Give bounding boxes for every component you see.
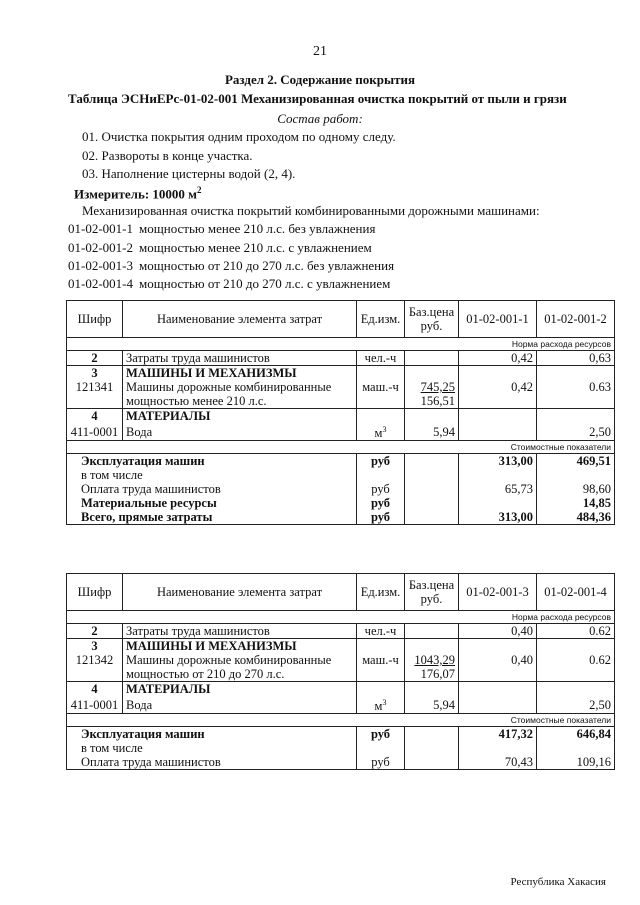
norm-note: Норма расхода ресурсов bbox=[67, 338, 615, 351]
table-row bbox=[67, 409, 615, 424]
norm-note: Норма расхода ресурсов bbox=[67, 611, 615, 624]
table-row bbox=[67, 423, 615, 441]
row-name: Затраты труда машинистов bbox=[123, 624, 357, 639]
summary-row bbox=[67, 741, 615, 755]
table-row bbox=[67, 653, 615, 682]
table-row bbox=[67, 351, 615, 366]
row-num: 4 bbox=[67, 682, 123, 697]
page-number: 21 bbox=[313, 44, 327, 59]
row-value-2: 0.62 bbox=[537, 624, 615, 639]
row-name: Машины дорожные комбинированные мощностью менее 210 л.с. bbox=[123, 380, 357, 409]
table-row bbox=[67, 380, 615, 409]
row-value-1: 0,42 bbox=[459, 351, 537, 366]
summary-value-2: 14,85 bbox=[537, 496, 615, 510]
main-description: Механизированная очистка покрытий комбинированными дорожными машинами: bbox=[82, 203, 540, 218]
section-title: Раздел 2. Содержание покрытия bbox=[224, 72, 416, 87]
summary-label: в том числе bbox=[67, 468, 357, 482]
summary-value-1: 313,00 bbox=[459, 510, 537, 525]
row-name: Вода bbox=[123, 696, 357, 714]
summary-value-1 bbox=[459, 496, 537, 510]
row-price: 5,94 bbox=[405, 423, 459, 441]
variant-text: мощностью от 210 до 270 л.с. с увлажнением bbox=[139, 276, 391, 291]
meter-label: Измеритель: 10000 $м^2$ bbox=[74, 185, 202, 202]
summary-label: Эксплуатация машин bbox=[67, 727, 357, 742]
summary-label: Всего, прямые затраты bbox=[67, 510, 357, 525]
row-num: 4 bbox=[67, 409, 123, 424]
row-price: 745,25 156,51 bbox=[405, 380, 459, 409]
variant-code: 01-02-001-3 bbox=[68, 258, 133, 273]
row-value-2: 2,50 bbox=[537, 423, 615, 441]
summary-unit: руб bbox=[357, 510, 405, 525]
summary-value-2: 646,84 bbox=[537, 727, 615, 742]
header-col2: 01-02-001-4 bbox=[537, 574, 615, 611]
summary-row bbox=[67, 727, 615, 742]
summary-value-2: 98,60 bbox=[537, 482, 615, 496]
table-row bbox=[67, 366, 615, 381]
row-unit: чел.-ч bbox=[357, 624, 405, 639]
summary-label: Оплата труда машинистов bbox=[67, 482, 357, 496]
variant-text: мощностью от 210 до 270 л.с. без увлажнения bbox=[139, 258, 395, 273]
summary-unit: руб bbox=[357, 454, 405, 469]
work-item: 03. Наполнение цистерны водой (2, 4). bbox=[82, 166, 296, 181]
footer-region: Республика Хакасия bbox=[510, 876, 606, 888]
row-value-1 bbox=[459, 423, 537, 441]
row-num: 3 bbox=[67, 639, 123, 654]
variant-text: мощностью менее 210 л.с. с увлажнением bbox=[139, 240, 372, 255]
summary-value-2: 109,16 bbox=[537, 755, 615, 770]
header-code: Шифр bbox=[67, 574, 123, 611]
row-num: 3 bbox=[67, 366, 123, 381]
resource-table-2 bbox=[66, 573, 615, 770]
summary-row bbox=[67, 496, 615, 510]
row-value-1: 0,40 bbox=[459, 624, 537, 639]
variant-code: 01-02-001-2 bbox=[68, 240, 133, 255]
row-name: МАШИНЫ И МЕХАНИЗМЫ bbox=[123, 366, 357, 381]
row-name: МАТЕРИАЛЫ bbox=[123, 409, 357, 424]
row-value-1: 0,42 bbox=[459, 380, 537, 409]
cost-note: Стоимостные показатели bbox=[67, 441, 615, 454]
composition-title: Состав работ: bbox=[277, 111, 363, 126]
summary-row bbox=[67, 482, 615, 496]
resource-table-1 bbox=[66, 300, 615, 525]
row-value-2: 0,63 bbox=[537, 351, 615, 366]
row-price bbox=[405, 624, 459, 639]
header-code: Шифр bbox=[67, 301, 123, 338]
row-code: 121342 bbox=[67, 653, 123, 682]
summary-label: Оплата труда машинистов bbox=[67, 755, 357, 770]
row-price: 1043,29 176,07 bbox=[405, 653, 459, 682]
row-value-1 bbox=[459, 696, 537, 714]
row-code: 411-0001 bbox=[67, 696, 123, 714]
summary-unit: руб bbox=[357, 727, 405, 742]
summary-label: Эксплуатация машин bbox=[67, 454, 357, 469]
summary-value-1: 417,32 bbox=[459, 727, 537, 742]
summary-label: в том числе bbox=[67, 741, 357, 755]
cost-note: Стоимостные показатели bbox=[67, 714, 615, 727]
table-row bbox=[67, 639, 615, 654]
row-name: Затраты труда машинистов bbox=[123, 351, 357, 366]
row-code: 121341 bbox=[67, 380, 123, 409]
summary-unit: руб bbox=[357, 496, 405, 510]
row-value-2: 2,50 bbox=[537, 696, 615, 714]
row-value-2: 0.63 bbox=[537, 380, 615, 409]
table-row bbox=[67, 682, 615, 697]
row-unit: $м^3$ bbox=[357, 696, 405, 714]
row-value-1: 0,40 bbox=[459, 653, 537, 682]
work-item: 02. Развороты в конце участка. bbox=[82, 148, 253, 163]
row-code: 411-0001 bbox=[67, 423, 123, 441]
summary-value-1: 70,43 bbox=[459, 755, 537, 770]
header-unit: Ед.изм. bbox=[357, 301, 405, 338]
summary-label: Материальные ресурсы bbox=[67, 496, 357, 510]
row-name: Вода bbox=[123, 423, 357, 441]
summary-row bbox=[67, 510, 615, 525]
table-header bbox=[67, 574, 615, 611]
summary-value-2: 484,36 bbox=[537, 510, 615, 525]
table-row bbox=[67, 696, 615, 714]
header-price: Баз.цена руб. bbox=[405, 574, 459, 611]
header-col2: 01-02-001-2 bbox=[537, 301, 615, 338]
row-value-2: 0.62 bbox=[537, 653, 615, 682]
summary-value-1: 313,00 bbox=[459, 454, 537, 469]
header-name: Наименование элемента затрат bbox=[123, 574, 357, 611]
work-item: 01. Очистка покрытия одним проходом по одному следу. bbox=[82, 129, 396, 144]
header-price: Баз.цена руб. bbox=[405, 301, 459, 338]
row-name: МАШИНЫ И МЕХАНИЗМЫ bbox=[123, 639, 357, 654]
header-unit: Ед.изм. bbox=[357, 574, 405, 611]
row-unit: $м^3$ bbox=[357, 423, 405, 441]
row-price bbox=[405, 351, 459, 366]
summary-row bbox=[67, 468, 615, 482]
table-title: Таблица ЭСНиЕРс-01-02-001 Механизированная очистка покрытий от пыли и грязи bbox=[68, 91, 567, 106]
summary-unit: руб bbox=[357, 482, 405, 496]
summary-row bbox=[67, 755, 615, 770]
row-num: 2 bbox=[67, 624, 123, 639]
variant-text: мощностью менее 210 л.с. без увлажнения bbox=[139, 221, 376, 236]
summary-row bbox=[67, 454, 615, 469]
row-name: МАТЕРИАЛЫ bbox=[123, 682, 357, 697]
summary-unit: руб bbox=[357, 755, 405, 770]
row-unit: маш.-ч bbox=[357, 380, 405, 409]
row-price: 5,94 bbox=[405, 696, 459, 714]
row-name: Машины дорожные комбинированные мощностью от 210 до 270 л.с. bbox=[123, 653, 357, 682]
summary-value-1: 65,73 bbox=[459, 482, 537, 496]
header-name: Наименование элемента затрат bbox=[123, 301, 357, 338]
header-col1: 01-02-001-1 bbox=[459, 301, 537, 338]
variant-code: 01-02-001-1 bbox=[68, 221, 133, 236]
header-col1: 01-02-001-3 bbox=[459, 574, 537, 611]
table-row bbox=[67, 624, 615, 639]
row-unit: маш.-ч bbox=[357, 653, 405, 682]
row-num: 2 bbox=[67, 351, 123, 366]
summary-value-2: 469,51 bbox=[537, 454, 615, 469]
row-unit: чел.-ч bbox=[357, 351, 405, 366]
variant-code: 01-02-001-4 bbox=[68, 276, 133, 291]
table-header bbox=[67, 301, 615, 338]
